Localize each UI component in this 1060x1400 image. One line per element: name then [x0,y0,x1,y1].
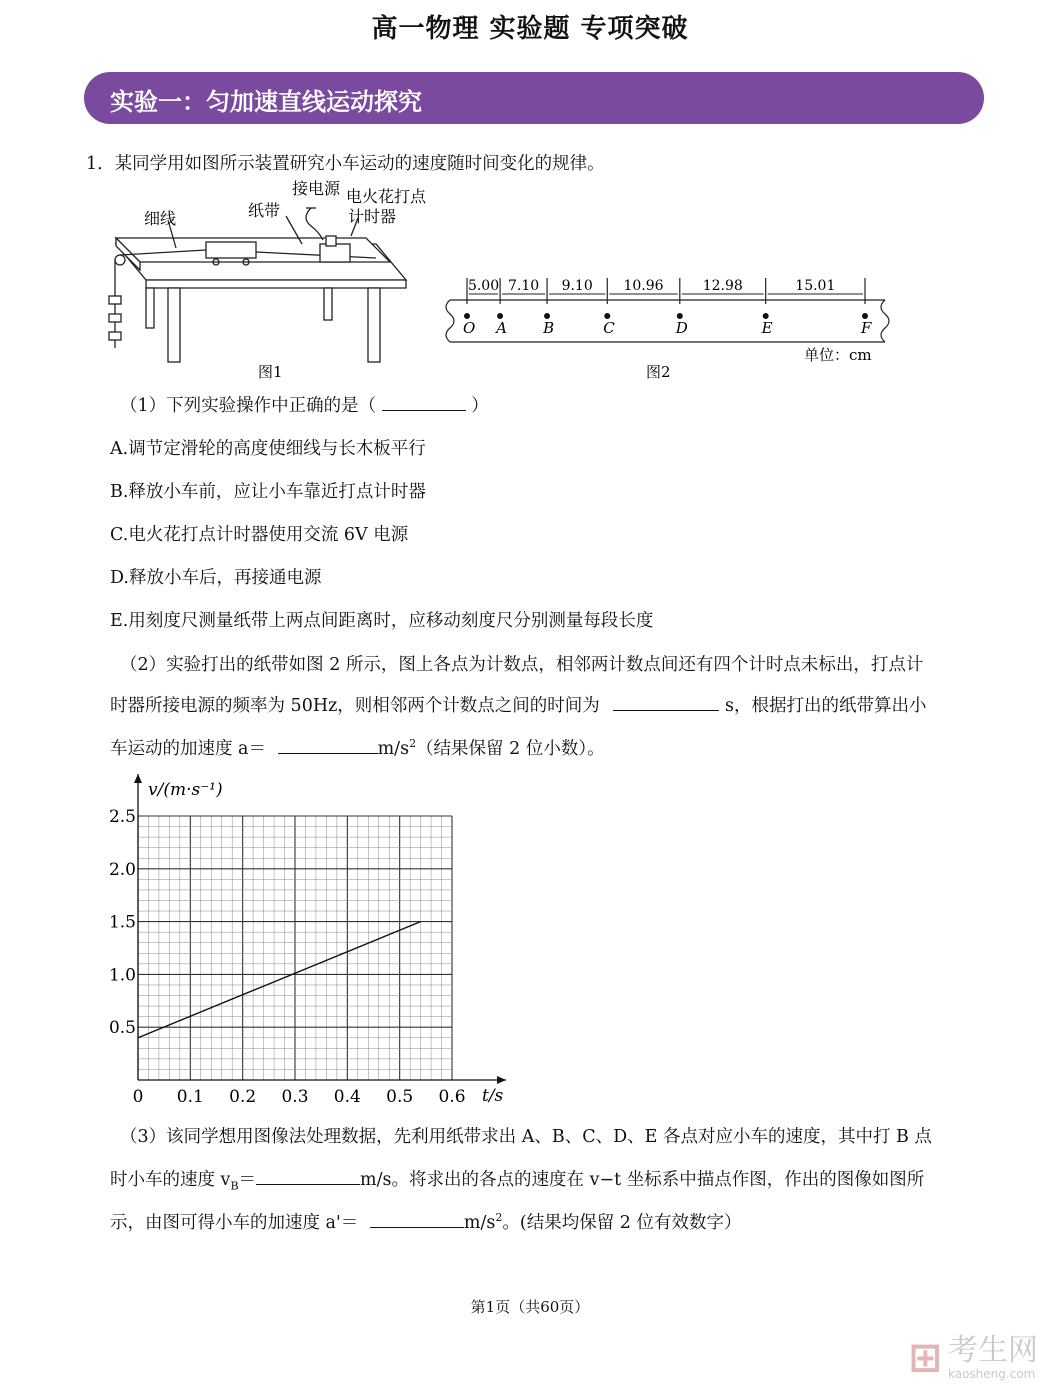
x-axis-arrow [497,1076,506,1084]
watermark-cn: 考生网 [948,1333,1038,1368]
x-tick-label: 0.1 [176,1087,204,1107]
y-axis-label: v/(m·s⁻¹) [148,780,223,800]
tape-segment-label: 7.10 [507,278,540,294]
tape-segment-label: 9.10 [561,278,593,294]
x-tick-label: 0.6 [438,1087,466,1107]
tape-point-label-C: C [603,319,615,337]
page-footer: 第1页（共60页） [470,1298,590,1316]
x-tick-label: 0.4 [333,1087,361,1107]
part1-stem-text: （1）下列实验操作中正确的是（ [120,396,377,416]
y-axis-arrow [134,774,142,783]
vb-answer-blank[interactable] [256,1166,360,1185]
a-prime-answer-blank[interactable] [370,1209,464,1228]
part2-unit: m/s [377,739,410,759]
part3-line2-tail: m/s。将求出的各点的速度在 v−t 坐标系中描点作图，作出的图像如图所 [360,1170,925,1190]
watermark-en: kaosheng.com [948,1367,1036,1381]
part3-unit: m/s [463,1213,496,1233]
x-axis-label: t/s [482,1086,504,1106]
label-tape: 纸带 [248,201,281,220]
watermark-logo-icon: ⊞ [908,1335,942,1381]
option-e: E.用刻度尺测量纸带上两点间距离时，应移动刻度尺分别测量每段长度 [110,611,654,631]
tape-segment-label: 10.96 [623,278,664,294]
section-title: 实验一：匀加速直线运动探究 [110,88,422,116]
section-banner [84,72,984,124]
part2-line1: （2）实验打出的纸带如图 2 所示，图上各点为计数点，相邻两计数点间还有四个计时点未标出，打点计 [120,655,924,675]
option-b: B.释放小车前，应让小车靠近打点计时器 [110,482,426,502]
tape-unit: 单位：cm [804,346,872,364]
label-timer-2: 计时器 [348,207,397,226]
watermark [908,1335,1038,1381]
option-d: D.释放小车后，再接通电源 [110,568,322,588]
part1-answer-blank[interactable] [382,392,466,411]
part2-line3-text: 车运动的加速度 a＝ [110,739,266,759]
part2-unit-sup: 2 [409,737,417,751]
vb-subscript: B [230,1179,239,1193]
tape-point-label-A: A [496,319,507,337]
part3-line1: （3）该同学想用图像法处理数据，先利用纸带求出 A、B、C、D、E 各点对应小车的速度，其中打 B 点 [120,1127,932,1147]
period-answer-blank[interactable] [613,692,719,711]
part1-stem [120,392,489,417]
part2-line2 [110,692,926,717]
vt-chart [96,768,526,1108]
part3-line3-text: 示，由图可得小车的加速度 a'＝ [110,1213,359,1233]
part3-line2-text: 时小车的速度 v [110,1170,231,1190]
figure1-apparatus [106,178,427,388]
page-title: 高一物理 实验题 专项突破 [371,14,689,44]
x-tick-label: 0.3 [281,1087,309,1107]
tape-point-label-F: F [861,319,872,337]
part3-equals: ＝ [238,1170,257,1190]
fig1-caption: 图1 [258,363,283,381]
y-tick-label: 2.0 [108,859,136,880]
x-tick-label: 0 [132,1087,144,1107]
y-tick-label: 2.5 [108,807,136,827]
part3-line3-tail: 。(结果均保留 2 位有效数字） [502,1213,742,1233]
y-tick-label: 1.5 [108,912,136,933]
tape-point-label-E: E [761,319,773,337]
y-tick-label: 0.5 [108,1018,136,1039]
part1-stem-close: ） [471,396,489,416]
part2-line2-tail: s，根据打出的纸带算出小 [724,696,927,716]
part2-line2-text: 时器所接电源的频率为 50Hz，则相邻两个计数点之间的时间为 [110,696,600,716]
label-power: 接电源 [292,179,341,198]
fig2-caption: 图2 [646,363,671,381]
tape-segment-label: 15.01 [795,278,836,294]
series-line-vt [138,922,421,1038]
part3-line2 [110,1166,924,1193]
acceleration-answer-blank[interactable] [278,735,378,754]
y-tick-label: 1.0 [108,965,136,986]
tape-segment-label: 12.98 [702,278,743,294]
option-c: C.电火花打点计时器使用交流 6V 电源 [110,525,409,545]
tape-point-label-B: B [543,319,555,337]
part3-unit-sup: 2 [495,1211,503,1225]
part3-line3 [110,1209,741,1234]
option-a: A.调节定滑轮的高度使细线与长木板平行 [110,439,426,459]
label-thread: 细线 [144,209,177,228]
part2-line3-tail: （结果保留 2 位小数）。 [416,739,605,759]
question-intro: 1．某同学用如图所示装置研究小车运动的速度随时间变化的规律。 [86,154,605,174]
tape-point-label-D: D [675,319,688,337]
part2-line3 [110,735,605,760]
tape-segment-label: 5.00 [467,278,500,294]
label-timer-1: 电火花打点 [346,187,427,206]
tape-point-label-O: O [463,319,476,337]
figure2-tape [440,270,900,380]
x-tick-label: 0.2 [229,1087,257,1107]
x-tick-label: 0.5 [386,1087,414,1107]
